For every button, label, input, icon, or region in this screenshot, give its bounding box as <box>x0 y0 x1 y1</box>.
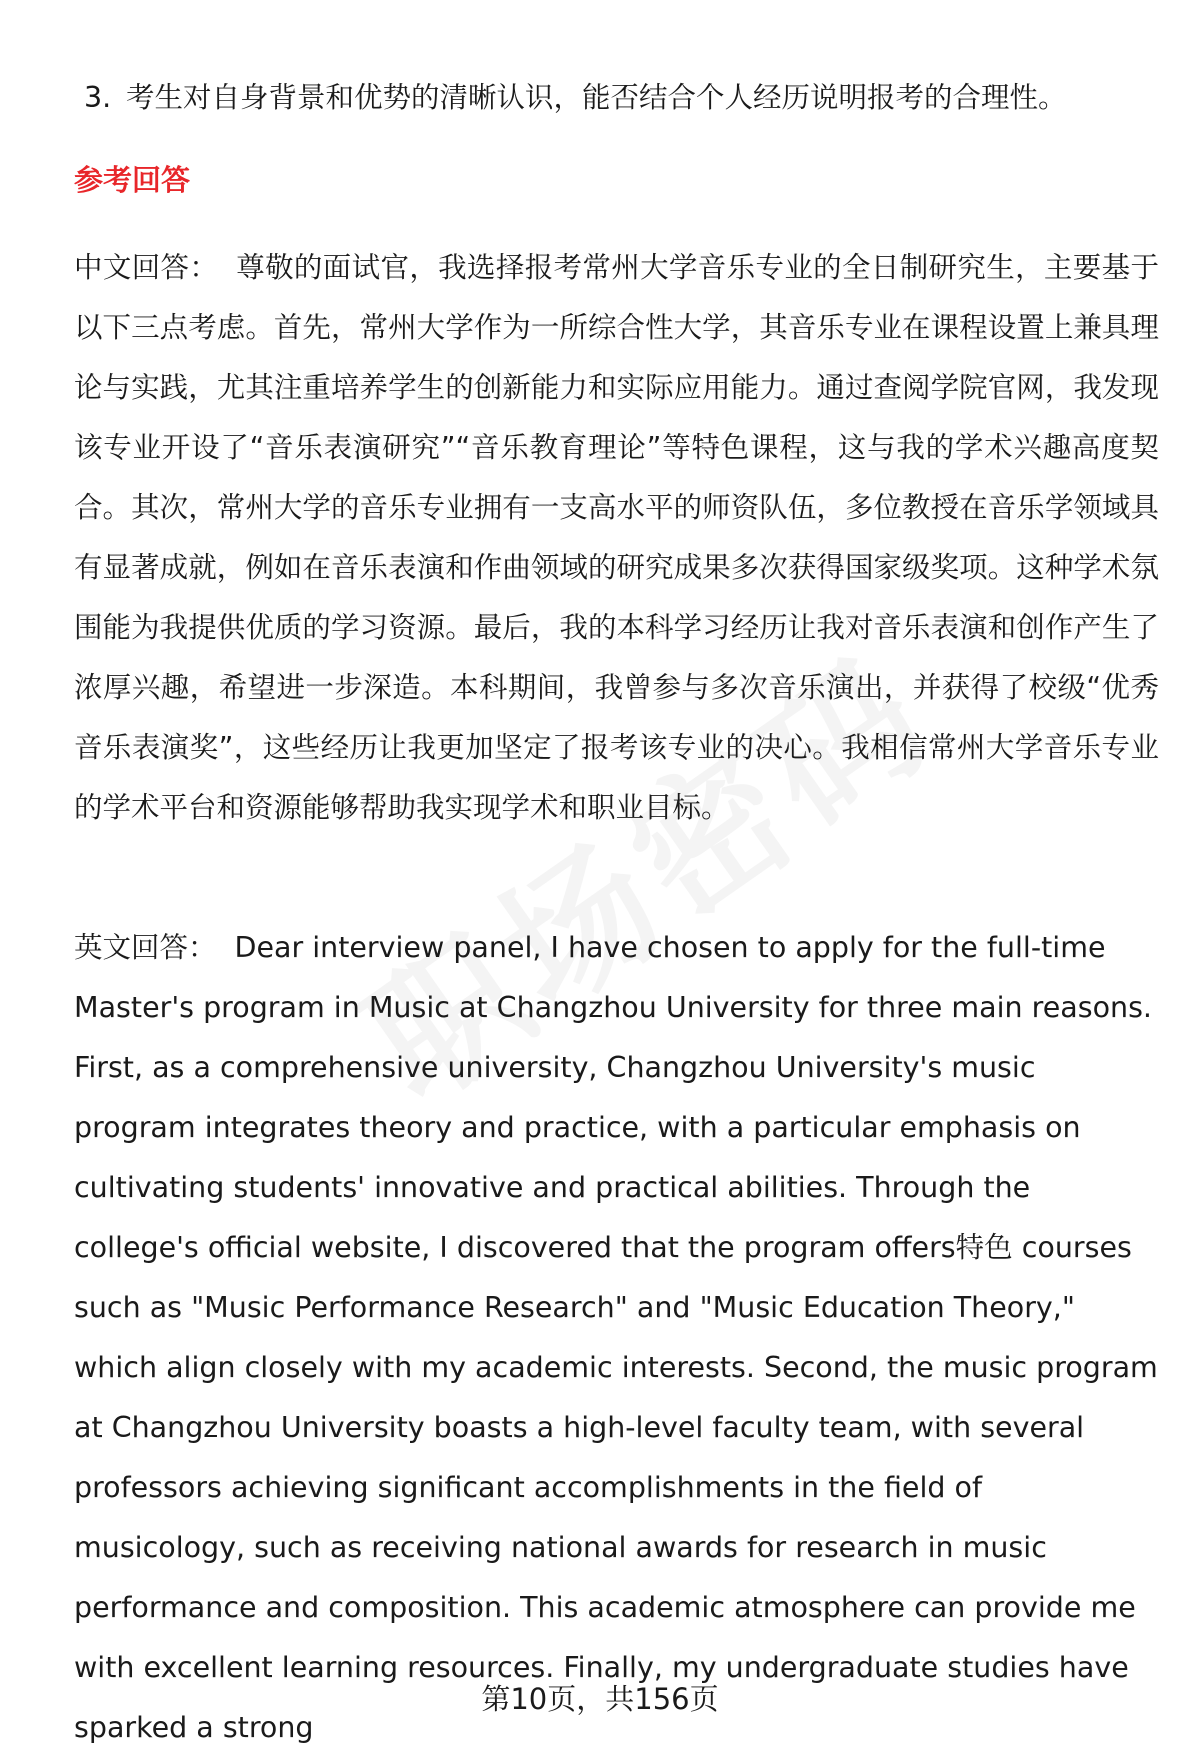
chinese-answer-text: 尊敬的面试官，我选择报考常州大学音乐专业的全日制研究生，主要基于以下三点考虑。首先，常州大学作为一所综合性大学，其音乐专业在课程设置上兼具理论与实践，尤其注重培养学生的创新能力和实际应用能力。通过查阅学院官网，我发现该专业开设了“音乐表演研究”“音乐教育理论”等特色课程，这与我的学术兴趣高度契合。其次，常州大学的音乐专业拥有一支高水平的师资队伍，多位教授在音乐学领域具有显著成就，例如在音乐表演和作曲领域的研究成果多次获得国家级奖项。这种学术氛围能为我提供优质的学习资源。最后，我的本科学习经历让我对音乐表演和创作产生了浓厚兴趣，希望进一步深造。本科期间，我曾参与多次音乐演出，并获得了校级“优秀音乐表演奖”，这些经历让我更加坚定了报考该专业的决心。我相信常州大学音乐专业的学术平台和资源能够帮助我实现学术和职业目标。 <box>74 251 1159 824</box>
list-item-text: 考生对自身背景和优势的清晰认识，能否结合个人经历说明报考的合理性。 <box>126 81 1067 114</box>
english-answer-text: Dear interview panel, I have chosen to apply for the full-time Master's program in Music at Changzhou University for three main reasons. First, as a comprehensive university, Changzhou University's music program integrates theory and practice, with a particular emphasis on cultivating students' innovative and practical abilities. Through the college's official website, I discovered that the program offers特色 courses such as "Music Performance Research" and "Music Education Theory," which align closely with my academic interests. Second, the music program at Changzhou University boasts a high-level faculty team, with several professors achieving significant accomplishments in the field of musicology, such as receiving national awards for research in music performance and composition. This academic atmosphere can provide me with excellent learning resources. Finally, my undergraduate studies have sparked a strong <box>74 931 1158 1744</box>
chinese-answer-label: 中文回答： <box>74 251 219 284</box>
section-heading: 参考回答 <box>74 163 191 197</box>
english-answer-paragraph <box>74 918 1159 1758</box>
english-answer-label: 英文回答： <box>74 931 217 964</box>
list-item-number: 3. <box>84 81 112 114</box>
list-item-3 <box>84 76 1144 120</box>
page-footer: 第10页，共156页 <box>481 1682 719 1716</box>
chinese-answer-paragraph <box>74 238 1159 838</box>
